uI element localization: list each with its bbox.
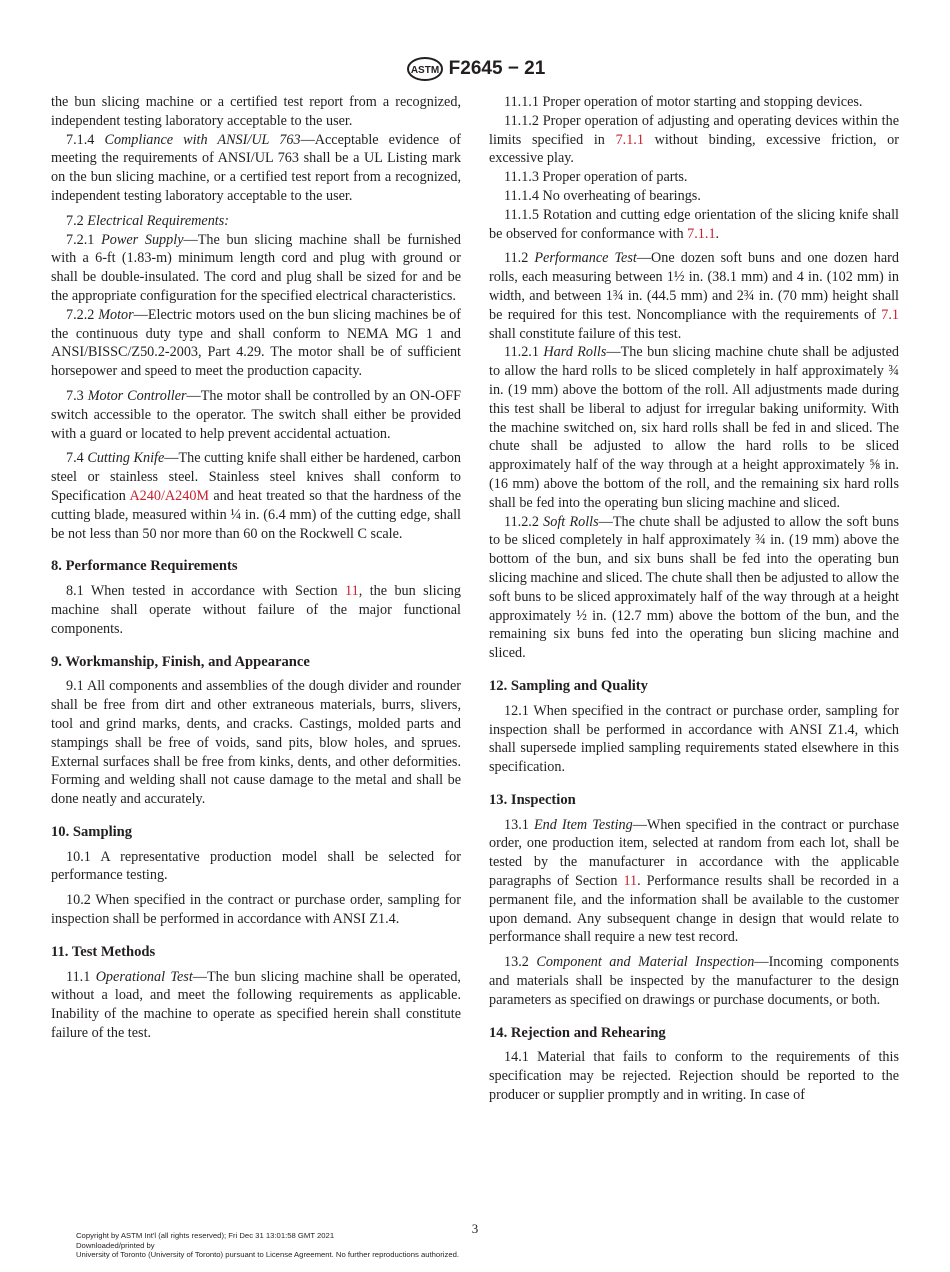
section-11-1-2: 11.1.2 Proper operation of adjusting and operating devices within the limits specified in 7.1.1 without binding, excessive friction, or excessive play. [489, 112, 899, 167]
section-13-1: 13.1 End Item Testing—When specified in the contract or purchase order, one production item, selected at random from each lot, shall be tested by the manufacturer in accordance with the applicable paragraphs of Section 11. Performance results shall be recorded in a permanent file, and the information shall be available to the customer upon demand. Any subsequent change in design that would relate to performance shall require a new test record. [489, 816, 900, 946]
section-11-1-5: 11.1.5 Rotation and cutting edge orientation of the slicing knife shall be observed for conformance with 7.1.1. [489, 206, 899, 242]
right-column [489, 93, 899, 1105]
left-column [51, 93, 461, 1043]
section-11-2-1: 11.2.1 Hard Rolls—The bun slicing machine chute shall be adjusted to allow the hard rolls to be sliced completely in half approximately ¾ in. (19 mm) above the bottom of the roll. All adjustments made during this test shall be liberal to adjust for irregular baking uniformity. With the machine switched on, six hard rolls shall be fed in and sliced. The chute shall be adjusted to allow the hard rolls to be sliced approximately half of the way through at a height approximately ⅝ in. (16 mm) above the bottom of the roll, and the remaining six hard rolls shall be fed into the operating bun slicing machine and sliced. [489, 344, 899, 511]
page-number: 3 [471, 1221, 479, 1236]
heading-section-10: 10. Sampling [51, 823, 133, 840]
reference-link-section-11[interactable]: 11 [623, 873, 638, 890]
heading-section-11: 11. Test Methods [51, 943, 156, 960]
section-11-1-3: 11.1.3 Proper operation of parts. [504, 169, 688, 186]
page-header [0, 56, 950, 82]
section-9-1: 9.1 All components and assemblies of the dough divider and rounder shall be free from dirt and other extraneous materials, burrs, slivers, tool and grind marks, dents, and cracks. Castings, molded parts and stampings shall be free of voids, sand pits, blow holes, and sprues. External surfaces shall be free from kinks, dents, and other deformities. Forming and welding shall not cause damage to the metal and shall be done neatly and accurately. [51, 678, 461, 808]
section-7-2-1: 7.2.1 Power Supply—The bun slicing machine shall be furnished with a 6-ft (1.83-m) minimum length cord and plug with ground or shall be double-insulated. The cord and plug shall be sized for and be the appropriate configuration for the specified electrical characteristics. [51, 231, 462, 304]
astm-logo-icon [405, 56, 445, 82]
section-11-1-4: 11.1.4 No overheating of bearings. [504, 187, 701, 204]
section-12-1: 12.1 When specified in the contract or purchase order, sampling for inspection shall be performed in accordance with ANSI Z1.4, which shall supersede implied sampling requirements stated elsewhere in this specification. [489, 702, 899, 776]
reference-link-7-1-1[interactable]: 7.1.1 [615, 131, 644, 148]
section-7-2-2: 7.2.2 Motor—Electric motors used on the bun slicing machines be of the continuous duty type and shall conform to NEMA MG 1 and ANSI/BISSC/Z50.2-2003, Part 4.29. The motor shall be of sufficient horsepower and speed to meet the production capacity. [51, 306, 462, 380]
reference-link-section-11[interactable]: 11 [345, 583, 359, 600]
section-13-2: 13.2 Component and Material Inspection—Incoming components and materials shall be inspected by the manufacturer to the design parameters as specified on drawings or purchase documents, or both. [489, 954, 900, 1008]
section-11-2-2: 11.2.2 Soft Rolls—The chute shall be adjusted to allow the soft buns to be sliced completely in half approximately ¾ in. (19 mm) above the bottom of the bun, and six buns shall be fed into the operating bun slicing machine and sliced. The chute shall then be adjusted to allow the soft buns to be sliced approximately half of the way through at a height approximately ½ in. (12.7 mm) above the bottom of the bun, and the remaining six buns fed into the operating bun slicing machine and sliced. [489, 513, 899, 662]
heading-section-12: 12. Sampling and Quality [489, 677, 648, 694]
standard-designation: F2645 − 21 [448, 58, 546, 79]
heading-section-13: 13. Inspection [489, 791, 576, 808]
reference-link-a240[interactable]: A240/A240M [129, 487, 210, 504]
paragraph-continuation: the bun slicing machine or a certified test report from a recognized, independent testing laboratory acceptable to the user. [51, 94, 461, 129]
footer-line: Copyright by ASTM Int'l (all rights reserved); Fri Dec 31 13:01:58 GMT 2021 [76, 1231, 335, 1240]
section-7-2: 7.2 Electrical Requirements: [66, 212, 229, 229]
section-7-4: 7.4 Cutting Knife—The cutting knife shall either be hardened, carbon steel or stainless steel. Stainless steel knives shall conform to Specification A240/A240M and heat treated so that the hardness of the cutting blade, measured within ¼ in. (6.4 mm) of the cutting edge, shall be not less than 50 nor more than 60 on the Rockwell C scale. [51, 450, 462, 542]
section-7-3: 7.3 Motor Controller—The motor shall be controlled by an ON-OFF switch accessible to the operator. The switch shall either be provided with a guard or located to help prevent accidental actuation. [51, 387, 462, 442]
section-11-2: 11.2 Performance Test—One dozen soft buns and one dozen hard rolls, each measuring between 1½ in. (38.1 mm) and 4 in. (102 mm) in width, and between 1¾ in. (44.5 mm) and 2¾ in. (70 mm) height shall be required for this test. Noncompliance with the requirements of 7.1 shall constitute failure of this test. [489, 250, 899, 342]
section-10-1: 10.1 A representative production model shall be selected for performance testing. [51, 848, 461, 884]
footer-line: Downloaded/printed by [76, 1240, 155, 1250]
section-10-2: 10.2 When specified in the contract or purchase order, sampling for inspection shall be performed in accordance with ANSI Z1.4. [51, 892, 461, 928]
heading-section-9: 9. Workmanship, Finish, and Appearance [51, 653, 310, 670]
reference-link-7-1[interactable]: 7.1 [881, 306, 899, 323]
footer-line: University of Toronto (University of Toronto) pursuant to License Agreement. No further reproductions authorized. [76, 1250, 460, 1260]
copyright-footer [76, 1231, 459, 1260]
svg-text:ASTM: ASTM [410, 65, 439, 76]
section-11-1: 11.1 Operational Test—The bun slicing machine shall be operated, without a load, and meet the following requirements as applicable. Inability of the machine to operate as specified herein shall constitute failure of the test. [51, 968, 461, 1042]
reference-link-7-1-1[interactable]: 7.1.1 [687, 225, 716, 242]
section-11-1-1: 11.1.1 Proper operation of motor starting and stopping devices. [504, 94, 863, 110]
section-14-1: 14.1 Material that fails to conform to the requirements of this specification may be rejected. Rejection should be reported to the producer or supplier promptly and in writing. In case of [489, 1049, 899, 1104]
heading-section-14: 14. Rejection and Rehearing [489, 1024, 666, 1041]
heading-section-8: 8. Performance Requirements [51, 558, 238, 575]
section-7-1-4: 7.1.4 Compliance with ANSI/UL 763—Acceptable evidence of meeting the requirements of ANSI/UL 763 shall be a UL Listing mark on the bun slicing machine, or a certified test report from a recognized, independent testing laboratory acceptable to the user. [51, 131, 461, 204]
section-8-1: 8.1 When tested in accordance with Section 11, the bun slicing machine shall operate without failure of the major functional components. [51, 583, 461, 637]
